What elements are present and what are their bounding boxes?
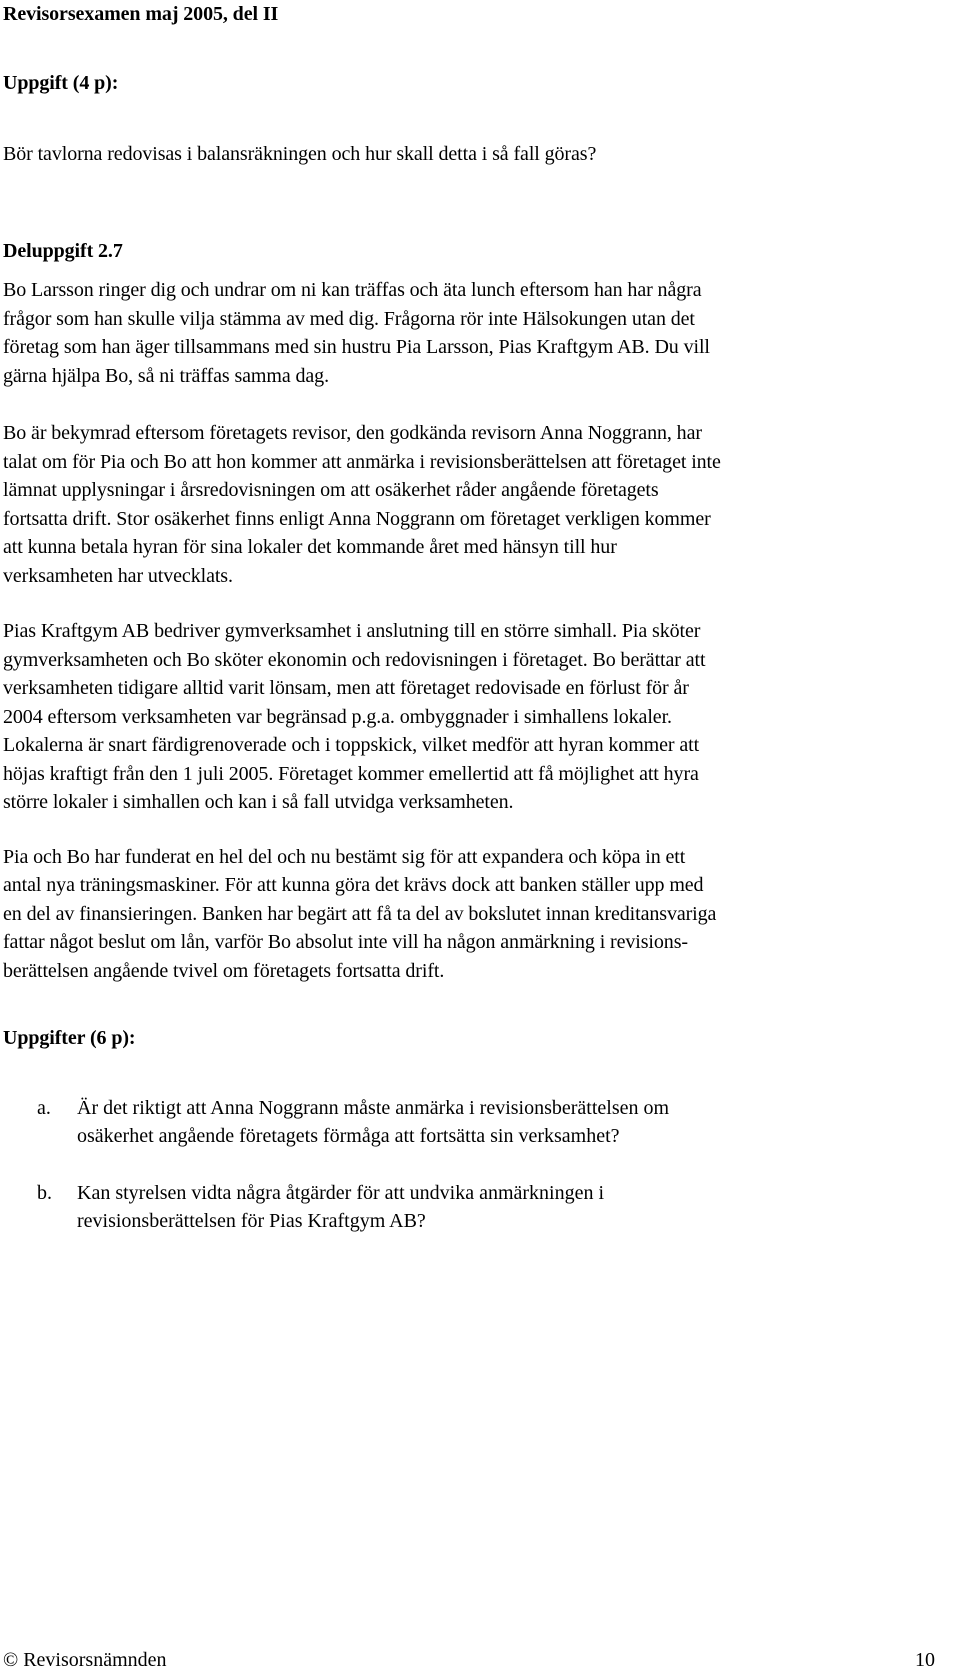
question-line: Kan styrelsen vidta några åtgärder för att undvika anmärkningen i	[77, 1182, 605, 1204]
paragraph-line: verksamheten har utvecklats.	[3, 565, 233, 587]
paragraph-line: fattar något beslut om lån, varför Bo absolut inte vill ha någon anmärkning i revisions-	[3, 931, 688, 953]
paragraph-line: frågor som han skulle vilja stämma av med dig. Frågorna rör inte Hälsokungen utan det	[3, 308, 695, 330]
paragraph-line: Lokalerna är snart färdigrenoverade och i toppskick, vilket medför att hyran kommer att	[3, 734, 700, 756]
task-heading: Uppgift (4 p):	[3, 72, 119, 94]
paragraph-line: höjas kraftigt från den 1 juli 2005. Företaget kommer emellertid att få möjlighet att hyra	[3, 763, 699, 785]
question-label: b.	[37, 1182, 52, 1204]
paragraph-line: Pia och Bo har funderat en hel del och nu bestämt sig för att expandera och köpa in ett	[3, 846, 686, 868]
paragraph-line: antal nya träningsmaskiner. För att kunna göra det krävs dock att banken ställer upp med	[3, 874, 704, 896]
footer-copyright: © Revisorsnämnden	[3, 1649, 167, 1671]
document-title: Revisorsexamen maj 2005, del II	[3, 3, 279, 25]
paragraph-line: företag som han äger tillsammans med sin hustru Pia Larsson, Pias Kraftgym AB. Du vill	[3, 336, 710, 358]
paragraph-line: gärna hjälpa Bo, så ni träffas samma dag.	[3, 365, 329, 387]
paragraph-line: fortsatta drift. Stor osäkerhet finns enligt Anna Noggrann om företaget verkligen kommer	[3, 508, 711, 530]
question-label: a.	[37, 1097, 51, 1119]
paragraph-line: talat om för Pia och Bo att hon kommer att anmärka i revisionsberättelsen att företaget inte	[3, 451, 721, 473]
paragraph-line: Bo Larsson ringer dig och undrar om ni kan träffas och äta lunch eftersom han har några	[3, 279, 702, 301]
paragraph-line: 2004 eftersom verksamheten var begränsad p.g.a. ombyggnader i simhallens lokaler.	[3, 706, 672, 728]
paragraph-line: en del av finansieringen. Banken har begärt att få ta del av bokslutet innan kreditansvariga	[3, 903, 717, 925]
page-number: 10	[915, 1649, 935, 1671]
question-line: revisionsberättelsen för Pias Kraftgym AB?	[77, 1210, 426, 1232]
paragraph-line: lämnat upplysningar i årsredovisningen om att osäkerhet råder angående företagets	[3, 479, 659, 501]
paragraph-line: större lokaler i simhallen och kan i så fall utvidga verksamheten.	[3, 791, 514, 813]
tasks-heading: Uppgifter (6 p):	[3, 1027, 136, 1049]
task-question: Bör tavlorna redovisas i balansräkningen och hur skall detta i så fall göras?	[3, 143, 597, 165]
subtask-heading: Deluppgift 2.7	[3, 240, 123, 262]
question-line: osäkerhet angående företagets förmåga att fortsätta sin verksamhet?	[77, 1125, 620, 1147]
paragraph-line: Bo är bekymrad eftersom företagets revisor, den godkända revisorn Anna Noggrann, har	[3, 422, 702, 444]
paragraph-line: gymverksamheten och Bo sköter ekonomin och redovisningen i företaget. Bo berättar att	[3, 649, 706, 671]
paragraph-line: att kunna betala hyran för sina lokaler det kommande året med hänsyn till hur	[3, 536, 617, 558]
question-line: Är det riktigt att Anna Noggrann måste anmärka i revisionsberättelsen om	[77, 1097, 670, 1119]
paragraph-line: Pias Kraftgym AB bedriver gymverksamhet i anslutning till en större simhall. Pia sköter	[3, 620, 701, 642]
paragraph-line: verksamheten tidigare alltid varit lönsam, men att företaget redovisade en förlust för år	[3, 677, 689, 699]
paragraph-line: berättelsen angående tvivel om företagets fortsatta drift.	[3, 960, 445, 982]
